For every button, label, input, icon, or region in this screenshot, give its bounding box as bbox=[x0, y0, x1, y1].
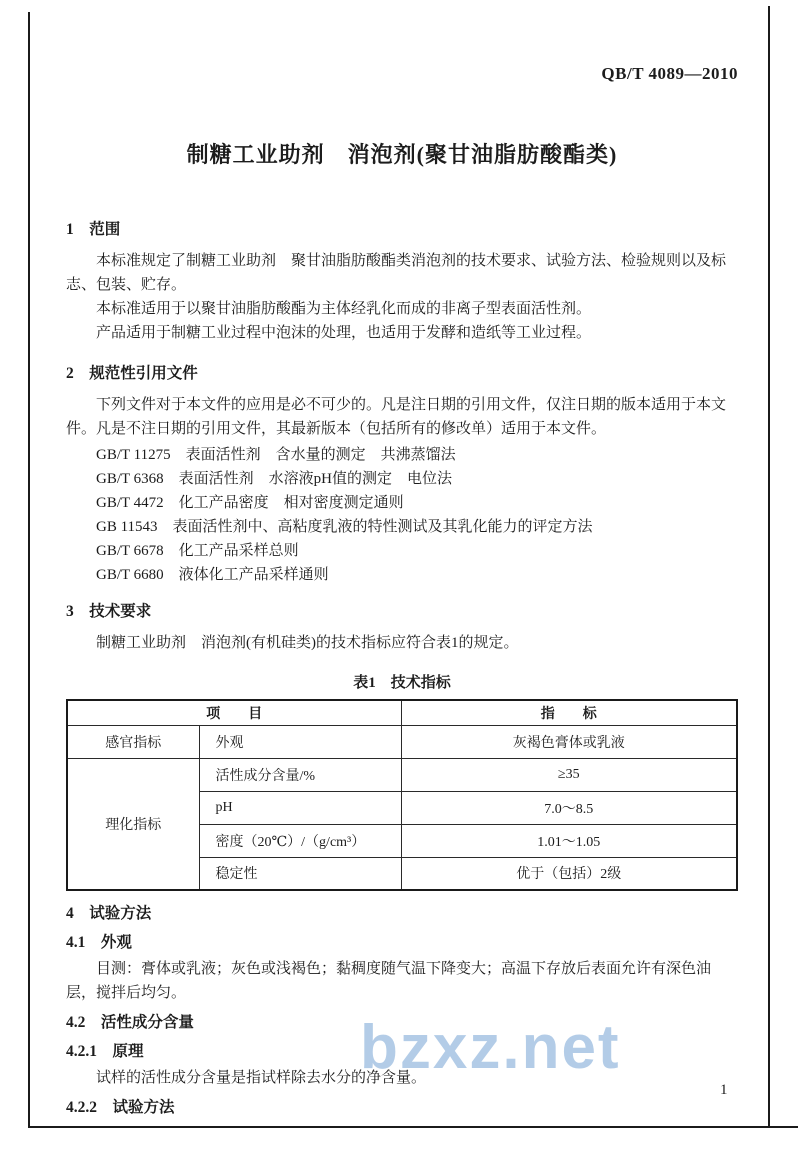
table-cell-item: 外观 bbox=[199, 725, 401, 758]
table-header-item: 项 目 bbox=[67, 700, 401, 725]
table-cell-category: 理化指标 bbox=[67, 758, 199, 890]
reference-item: GB 11543 表面活性剂中、高粘度乳液的特性测试及其乳化能力的评定方法 bbox=[96, 519, 593, 535]
watermark: bzxz.net bbox=[360, 1013, 621, 1082]
section-2-paragraph-1: 下列文件对于本文件的应用是必不可少的。凡是注日期的引用文件，仅注日期的版本适用于本文件。凡是不注日期的引用文件，其最新版本（包括所有的修改单）适用于本文件。 bbox=[66, 397, 727, 437]
table-caption: 表1 技术指标 bbox=[353, 675, 451, 691]
section-2-heading: 2 规范性引用文件 bbox=[66, 365, 198, 382]
table-cell-item: 稳定性 bbox=[199, 857, 401, 890]
reference-item: GB/T 6678 化工产品采样总则 bbox=[96, 543, 299, 559]
table-row bbox=[67, 758, 737, 791]
technical-indicators-table bbox=[66, 699, 738, 891]
section-4-2-1-paragraph: 试样的活性成分含量是指试样除去水分的净含量。 bbox=[96, 1070, 427, 1086]
section-1-heading: 1 范围 bbox=[66, 221, 121, 238]
table-cell-item: 密度（20℃）/（g/cm³） bbox=[199, 824, 401, 857]
page-number: 1 bbox=[720, 1082, 728, 1098]
section-1-paragraph-3: 产品适用于制糖工业过程中泡沫的处理，也适用于发酵和造纸等工业过程。 bbox=[96, 325, 592, 341]
section-4-1-heading: 4.1 外观 bbox=[66, 934, 132, 951]
reference-item: GB/T 6368 表面活性剂 水溶液pH值的测定 电位法 bbox=[96, 471, 452, 487]
table-cell-indicator: ≥35 bbox=[401, 758, 737, 791]
reference-item: GB/T 6680 液体化工产品采样通则 bbox=[96, 567, 329, 583]
table-cell-indicator: 优于（包括）2级 bbox=[401, 857, 737, 890]
reference-item: GB/T 4472 化工产品密度 相对密度测定通则 bbox=[96, 495, 404, 511]
table-cell-category: 感官指标 bbox=[67, 725, 199, 758]
section-4-heading: 4 试验方法 bbox=[66, 905, 152, 922]
scan-edge-right bbox=[768, 6, 770, 1126]
section-4-2-2-heading: 4.2.2 试验方法 bbox=[66, 1099, 175, 1116]
section-4-2-heading: 4.2 活性成分含量 bbox=[66, 1014, 194, 1031]
table-cell-item: 活性成分含量/% bbox=[199, 758, 401, 791]
table-header-row bbox=[67, 700, 737, 725]
scan-edge-bottom bbox=[28, 1126, 798, 1128]
table-cell-indicator: 7.0～8.5 bbox=[401, 791, 737, 824]
document-title: 制糖工业助剂 消泡剂(聚甘油脂肪酸酯类) bbox=[186, 142, 618, 167]
table-cell-item: pH bbox=[199, 791, 401, 824]
table-cell-indicator: 灰褐色膏体或乳液 bbox=[401, 725, 737, 758]
section-4-2-1-heading: 4.2.1 原理 bbox=[66, 1043, 144, 1060]
section-3-paragraph-1: 制糖工业助剂 消泡剂(有机硅类)的技术指标应符合表1的规定。 bbox=[96, 635, 519, 651]
section-1-paragraph-1: 本标准规定了制糖工业助剂 聚甘油脂肪酸酯类消泡剂的技术要求、试验方法、检验规则以及标志、包装、贮存。 bbox=[66, 253, 727, 293]
section-4-1-paragraph: 目测：膏体或乳液；灰色或浅褐色；黏稠度随气温下降变大；高温下存放后表面允许有深色油层，搅拌后均匀。 bbox=[66, 961, 712, 1001]
table-cell-indicator: 1.01～1.05 bbox=[401, 824, 737, 857]
page-content bbox=[66, 0, 738, 1119]
standard-number: QB/T 4089—2010 bbox=[601, 64, 738, 83]
normative-references-list bbox=[66, 443, 738, 587]
section-1-paragraph-2: 本标准适用于以聚甘油脂肪酸酯为主体经乳化而成的非离子型表面活性剂。 bbox=[96, 301, 592, 317]
scan-edge-left bbox=[28, 12, 30, 1126]
section-3-heading: 3 技术要求 bbox=[66, 603, 152, 620]
reference-item: GB/T 11275 表面活性剂 含水量的测定 共沸蒸馏法 bbox=[96, 447, 456, 463]
table-row bbox=[67, 725, 737, 758]
table-header-indicator: 指 标 bbox=[401, 700, 737, 725]
